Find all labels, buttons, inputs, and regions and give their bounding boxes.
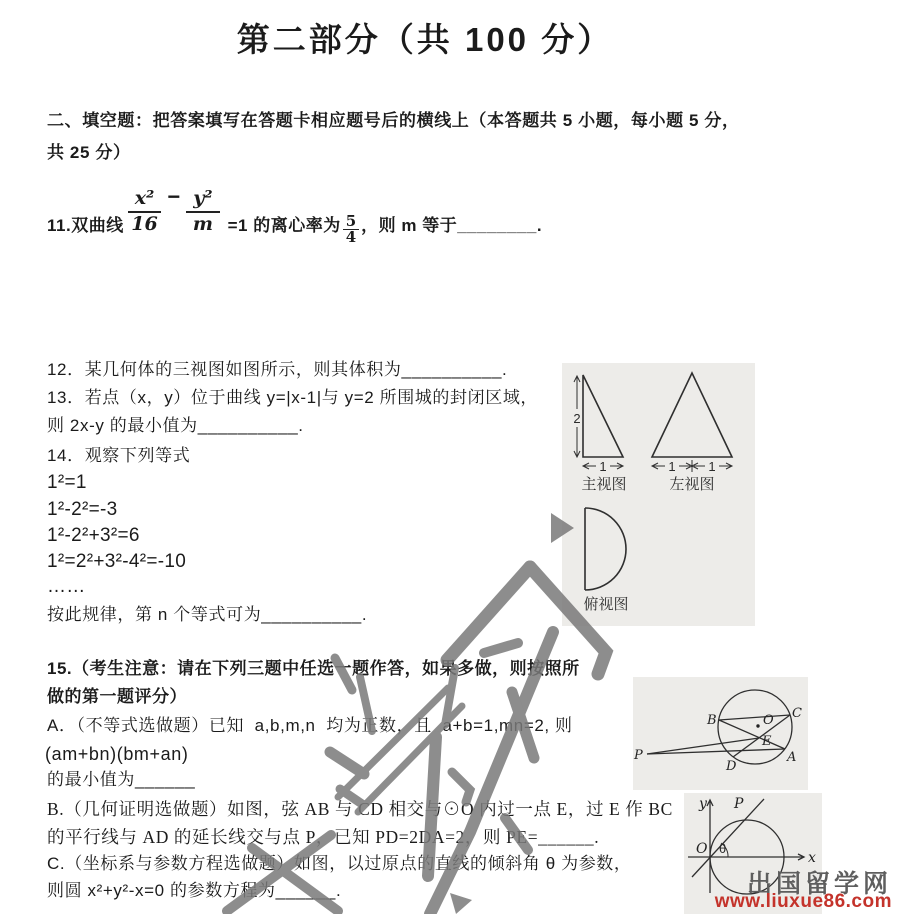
question-11 [47, 168, 543, 247]
top-view-caption: 俯视图 [583, 596, 629, 613]
q11-middle-text: =1 的离心率为 [227, 216, 341, 235]
three-views-figure [562, 363, 755, 626]
question-15-note-line1: 15.（考生注意：请在下列三题中任选一题作答，如果多做，则按照所 [47, 659, 580, 678]
front-view-triangle [583, 375, 623, 457]
point-D-label: D [726, 759, 737, 774]
q11-fraction-y2-m [186, 188, 219, 236]
question-14-conclusion: 按此规律，第 n 个等式可为__________. [47, 605, 368, 624]
q15-optionA-line1: A．（不等式选做题）已知 a,b,m,n 均为正数，且 a+b=1,mn=2, 则 [47, 716, 573, 735]
q11-suffix: ，则 m 等于________. [361, 216, 543, 235]
q15-optionA-line2: (am+bn)(bm+an) [45, 744, 189, 764]
origin-label: O [696, 841, 708, 857]
side-view-base-dimension [652, 460, 732, 472]
side-base-right-label: 1 [708, 459, 716, 474]
top-view-semicircle [585, 508, 626, 590]
minus-operator: − [167, 184, 181, 209]
q15-optionB-line2: 的平行线与 AD 的延长线交与点 P，已知 PD=2DA=2，则 PE=______. [47, 827, 600, 847]
theta-label: θ [719, 841, 727, 856]
q11-frac1-numerator: x² [128, 188, 162, 213]
question-14-intro: 14．观察下列等式 [47, 446, 191, 465]
side-view-caption: 左视图 [669, 476, 715, 493]
point-P-label: P [734, 796, 744, 812]
q11-frac2-denominator: m [192, 213, 213, 236]
q15-optionC-line2: 则圆 x²+y²-x=0 的参数方程为______. [47, 881, 342, 900]
q11-prefix: 11.双曲线 [47, 216, 124, 235]
x-axis-label: x [808, 850, 816, 866]
q11-fraction-x2-16 [128, 188, 162, 236]
question-12: 12．某几何体的三视图如图所示，则其体积为__________. [47, 360, 508, 379]
point-P-label: P [634, 748, 643, 763]
q15-optionB-line1: B.（几何证明选做题）如图，弦 AB 与 CD 相交与⊙O 内过一点 E，过 E 作 BC [47, 799, 673, 819]
site-url-watermark: www.liuxue86.com [714, 891, 892, 912]
q11-frac2-numerator: y² [186, 188, 219, 213]
section-header-line1: 二、填空题：把答案填写在答题卡相应题号后的横线上（本答题共 5 小题，每小题 5 分， [47, 111, 740, 130]
question-13-line2: 则 2x-y 的最小值为__________. [47, 416, 304, 435]
point-E-label: E [762, 734, 772, 749]
q14-equation-1: 1²=1 [47, 472, 87, 493]
question-13-line1: 13．若点（x，y）位于曲线 y=|x-1|与 y=2 所围城的封闭区域， [47, 388, 539, 407]
side-view-triangle [652, 373, 732, 457]
site-name-watermark: 出国留学网 [746, 870, 892, 898]
front-view-caption: 主视图 [581, 476, 627, 493]
q15-optionC-line1: C.（坐标系与参数方程选做题）如图，以过原点的直线的倾斜角 θ 为参数， [47, 854, 632, 873]
point-B-label: B [707, 713, 717, 728]
three-views-drawing [562, 363, 755, 626]
q14-equation-4: 1²=2²+3²-4²=-10 [47, 551, 187, 572]
y-axis-label: y [699, 796, 707, 812]
q11-fraction-5-4 [343, 211, 359, 247]
page-title: 第二部分（共 100 分） [236, 21, 614, 58]
front-base-label: 1 [599, 459, 607, 474]
circle-geometry-drawing [633, 677, 808, 790]
q15-optionA-line3: 的最小值为______ [47, 770, 196, 789]
point-C-label: C [792, 706, 802, 721]
q14-equation-2: 1²-2²=-3 [47, 499, 118, 520]
side-base-left-label: 1 [668, 459, 676, 474]
point-O-label: O [763, 713, 774, 728]
point-A-label: A [787, 750, 797, 765]
q14-ellipsis: …… [47, 576, 86, 597]
q11-frac1-denominator: 16 [131, 213, 158, 236]
front-height-label: 2 [573, 411, 581, 426]
circle-geometry-figure [633, 677, 808, 790]
question-15-note-line2: 做的第一题评分） [47, 687, 187, 706]
center-point-dot [756, 724, 759, 727]
section-header-line2: 共 25 分） [47, 143, 131, 162]
q11-frac3-numerator: 5 [343, 214, 359, 231]
q14-equation-3: 1²-2²+3²=6 [47, 525, 140, 546]
q11-frac3-denominator: 4 [345, 228, 357, 247]
